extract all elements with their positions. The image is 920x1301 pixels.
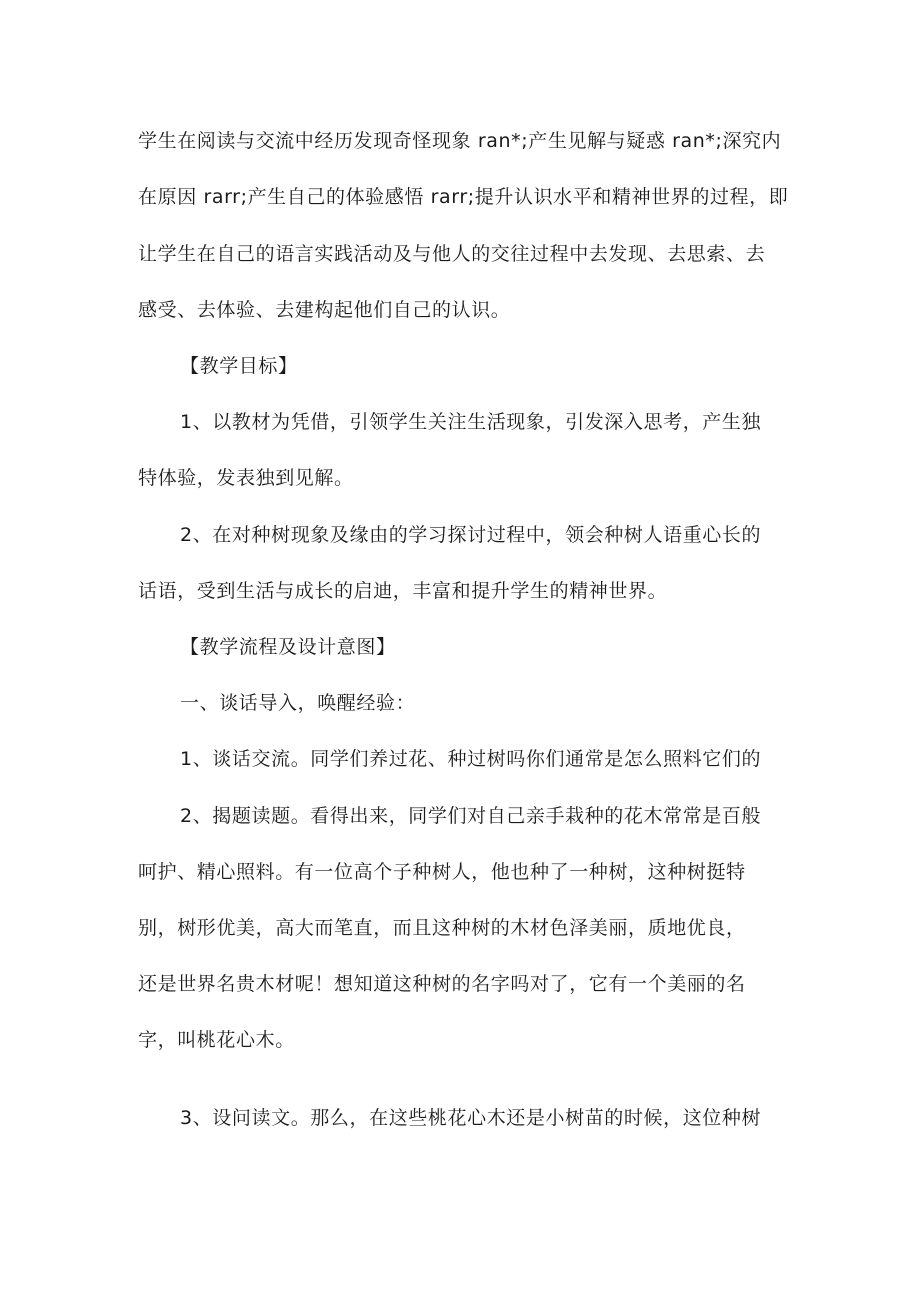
step-2-line-3: 别，树形优美，高大而笔直，而且这种树的木材色泽美丽，质地优良， (138, 917, 746, 939)
section-1-title: 一、谈话导入，唤醒经验： (180, 692, 416, 714)
goals-heading: 【教学目标】 (180, 355, 298, 377)
intro-line-4: 感受、去体验、去建构起他们自己的认识。 (138, 299, 511, 321)
intro-line-1: 学生在阅读与交流中经历发现奇怪现象 ran*;产生见解与疑惑 ran*;深究内 (138, 130, 782, 152)
step-2-line-1: 2、揭题读题。看得出来，同学们对自己亲手栽种的花木常常是百般 (180, 805, 762, 827)
goal-2-line-2: 话语，受到生活与成长的启迪，丰富和提升学生的精神世界。 (138, 580, 668, 602)
step-2-line-2: 呵护、精心照料。有一位高个子种树人，他也种了一种树，这种树挺特 (138, 861, 746, 883)
goal-1-line-2: 特体验，发表独到见解。 (138, 467, 354, 489)
step-2-line-4: 还是世界名贵木材呢！想知道这种树的名字吗对了，它有一个美丽的名 (138, 973, 746, 995)
step-3-line-1: 3、设问读文。那么，在这些桃花心木还是小树苗的时候，这位种树 (180, 1107, 762, 1129)
process-heading: 【教学流程及设计意图】 (180, 636, 396, 658)
goal-2-line-1: 2、在对种树现象及缘由的学习探讨过程中，领会种树人语重心长的 (180, 524, 762, 546)
step-1: 1、谈话交流。同学们养过花、种过树吗你们通常是怎么照料它们的 (180, 748, 762, 770)
step-2-line-5: 字，叫桃花心木。 (138, 1029, 295, 1051)
goal-1-line-1: 1、以教材为凭借，引领学生关注生活现象，引发深入思考，产生独 (180, 411, 762, 433)
intro-line-2: 在原因 rarr;产生自己的体验感悟 rarr;提升认识水平和精神世界的过程，即 (138, 186, 789, 208)
intro-line-3: 让学生在自己的语言实践活动及与他人的交往过程中去发现、去思索、去 (138, 243, 766, 265)
